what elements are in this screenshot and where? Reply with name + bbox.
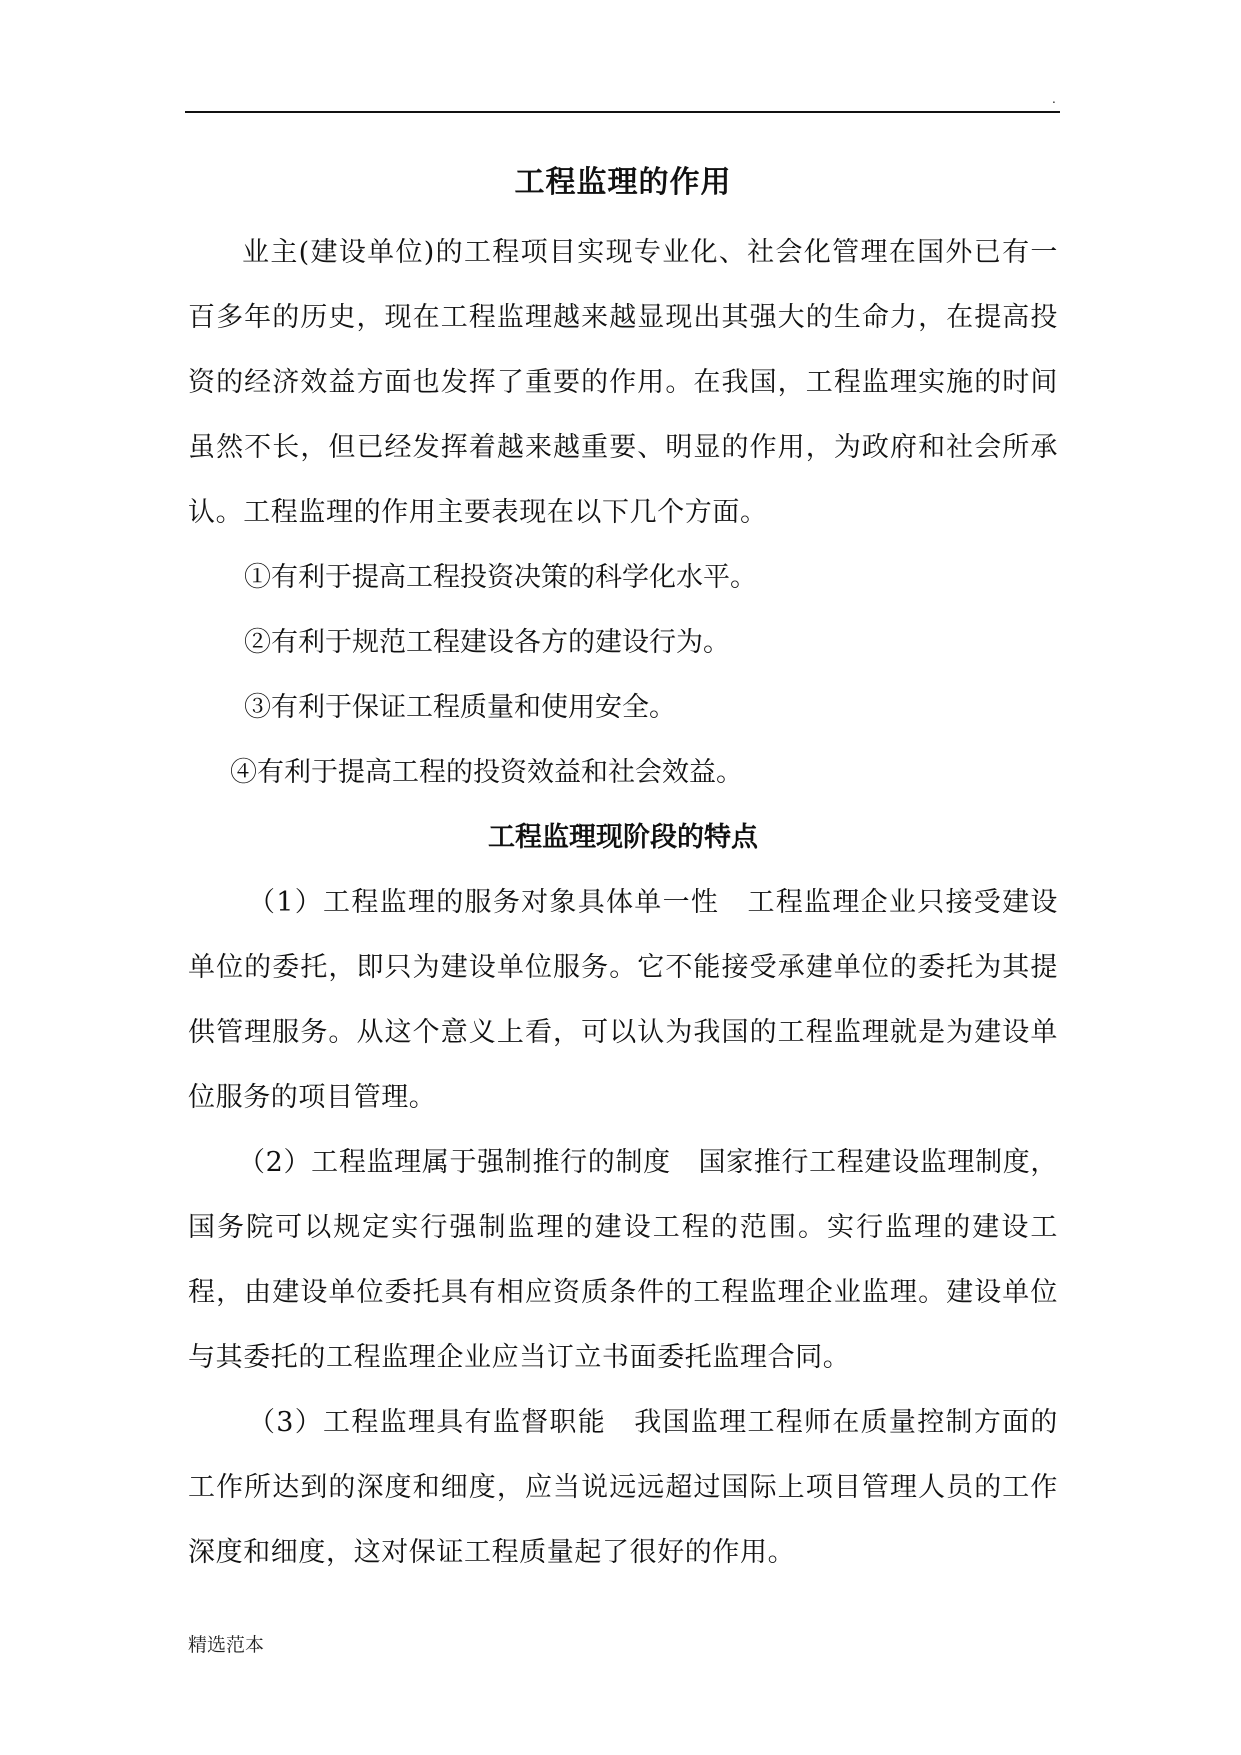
document-body [188, 155, 1058, 1585]
feature-paragraph: （3）工程监理具有监督职能 我国监理工程师在质量控制方面的工作所达到的深度和细度，应当说远远超过国际上项目管理人员的工作深度和细度，这对保证工程质量起了很好的作用。 [188, 1407, 1058, 1568]
list-item: ①有利于提高工程投资决策的科学化水平。 [244, 562, 757, 593]
header-mark: . [1052, 92, 1056, 106]
intro-paragraph: 业主(建设单位)的工程项目实现专业化、社会化管理在国外已有一百多年的历史，现在工程监理越来越显现出其强大的生命力，在提高投资的经济效益方面也发挥了重要的作用。在我国，工程监理实施的时间虽然不长，但已经发挥着越来越重要、明显的作用，为政府和社会所承认。工程监理的作用主要表现在以下几个方面。 [188, 237, 1058, 528]
feature-paragraph: （2）工程监理属于强制推行的制度 国家推行工程建设监理制度，国务院可以规定实行强制监理的建设工程的范围。实行监理的建设工程，由建设单位委托具有相应资质条件的工程监理企业监理。建设单位与其委托的工程监理企业应当订立书面委托监理合同。 [188, 1147, 1058, 1373]
roles-list [188, 545, 1058, 805]
footer-text: 精选范本 [188, 1634, 265, 1656]
header-rule [185, 111, 1060, 113]
list-item: ②有利于规范工程建设各方的建设行为。 [244, 627, 730, 658]
list-item: ④有利于提高工程的投资效益和社会效益。 [230, 757, 743, 788]
document-title: 工程监理的作用 [514, 165, 732, 200]
list-item: ③有利于保证工程质量和使用安全。 [244, 692, 676, 723]
feature-paragraph: （1）工程监理的服务对象具体单一性 工程监理企业只接受建设单位的委托，即只为建设单位服务。它不能接受承建单位的委托为其提供管理服务。从这个意义上看，可以认为我国的工程监理就是为建设单位服务的项目管理。 [188, 887, 1058, 1113]
section-subtitle: 工程监理现阶段的特点 [488, 822, 758, 853]
